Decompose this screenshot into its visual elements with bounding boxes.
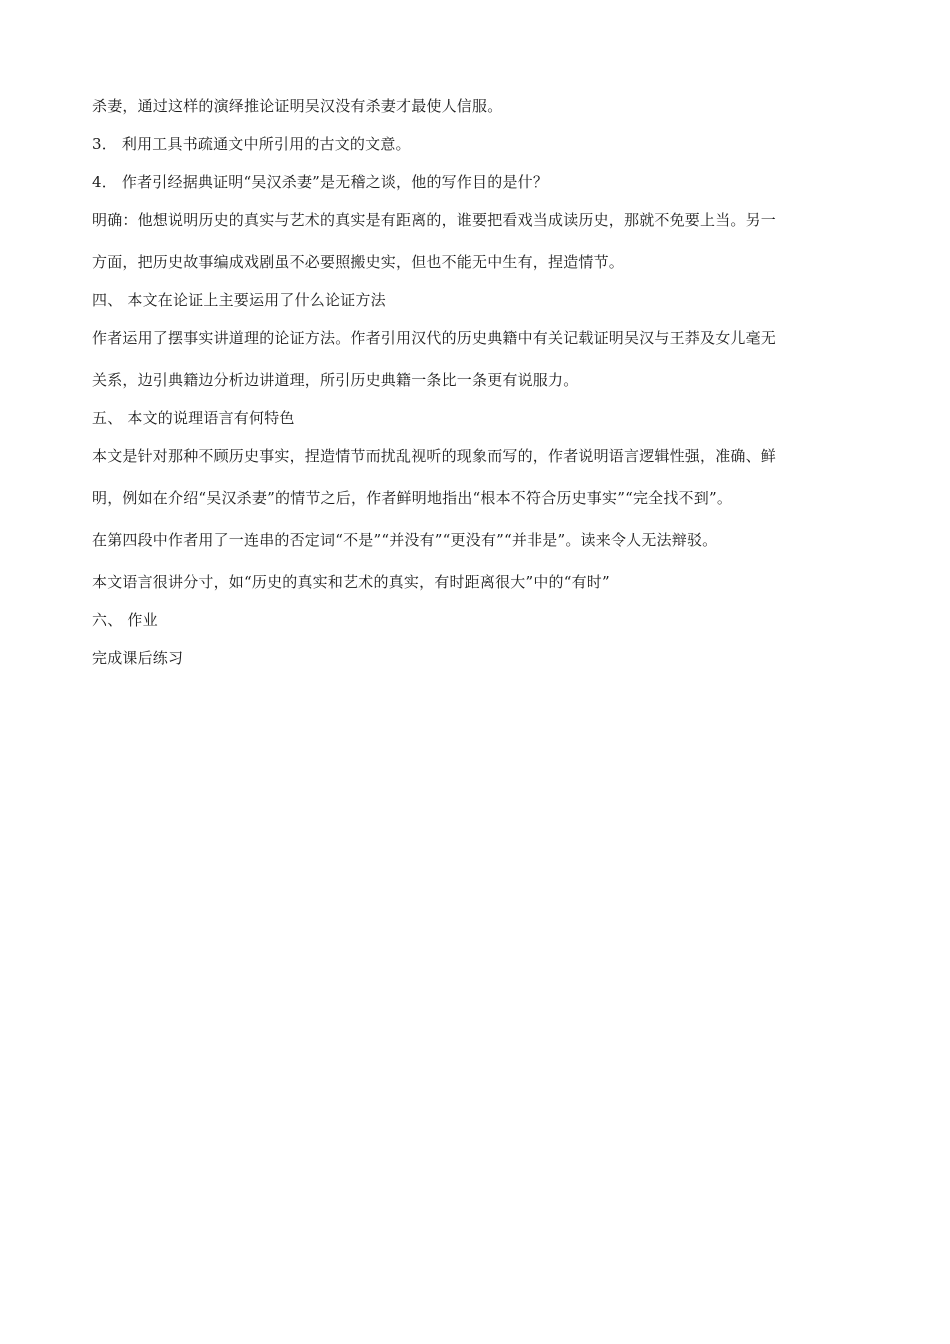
- paragraph-line: 本文语言很讲分寸，如“历史的真实和艺术的真实，有时距离很大”中的“有时”: [92, 573, 610, 591]
- paragraph-line: 作者运用了摆事实讲道理的论证方法。作者引用汉代的历史典籍中有关记载证明吴汉与王莽及女儿毫无: [92, 329, 777, 347]
- answer-line-continued: 方面，把历史故事编成戏剧虽不必要照搬史实，但也不能无中生有，捏造情节。: [92, 253, 625, 271]
- paragraph-line: 杀妻，通过这样的演绎推论证明吴汉没有杀妻才最使人信服。: [92, 97, 503, 115]
- section-heading-4: 四、 本文在论证上主要运用了什么论证方法: [92, 291, 386, 309]
- document-page: [92, 96, 862, 668]
- paragraph-line: 本文是针对那种不顾历史事实，捏造情节而扰乱视听的现象而写的，作者说明语言逻辑性强，准确、鲜: [92, 447, 777, 465]
- homework-line: 完成课后练习: [92, 649, 184, 667]
- section-heading-6: 六、 作业: [92, 611, 158, 629]
- paragraph-line-continued: 关系，边引典籍边分析边讲道理，所引历史典籍一条比一条更有说服力。: [92, 371, 579, 389]
- numbered-item-4: 4． 作者引经据典证明“吴汉杀妻”是无稽之谈，他的写作目的是什？: [92, 173, 549, 191]
- answer-line: 明确：他想说明历史的真实与艺术的真实是有距离的，谁要把看戏当成读历史，那就不免要上当。另一: [92, 211, 777, 229]
- paragraph-line-continued: 在第四段中作者用了一连串的否定词“不是”“并没有”“更没有”“并非是”。读来令人无法辩驳。: [92, 531, 718, 549]
- numbered-item-3: 3． 利用工具书疏通文中所引用的古文的文意。: [92, 135, 411, 153]
- paragraph-line-continued: 明，例如在介绍“吴汉杀妻”的情节之后，作者鲜明地指出“根本不符合历史事实”“完全找不到”。: [92, 489, 733, 507]
- section-heading-5: 五、 本文的说理语言有何特色: [92, 409, 295, 427]
